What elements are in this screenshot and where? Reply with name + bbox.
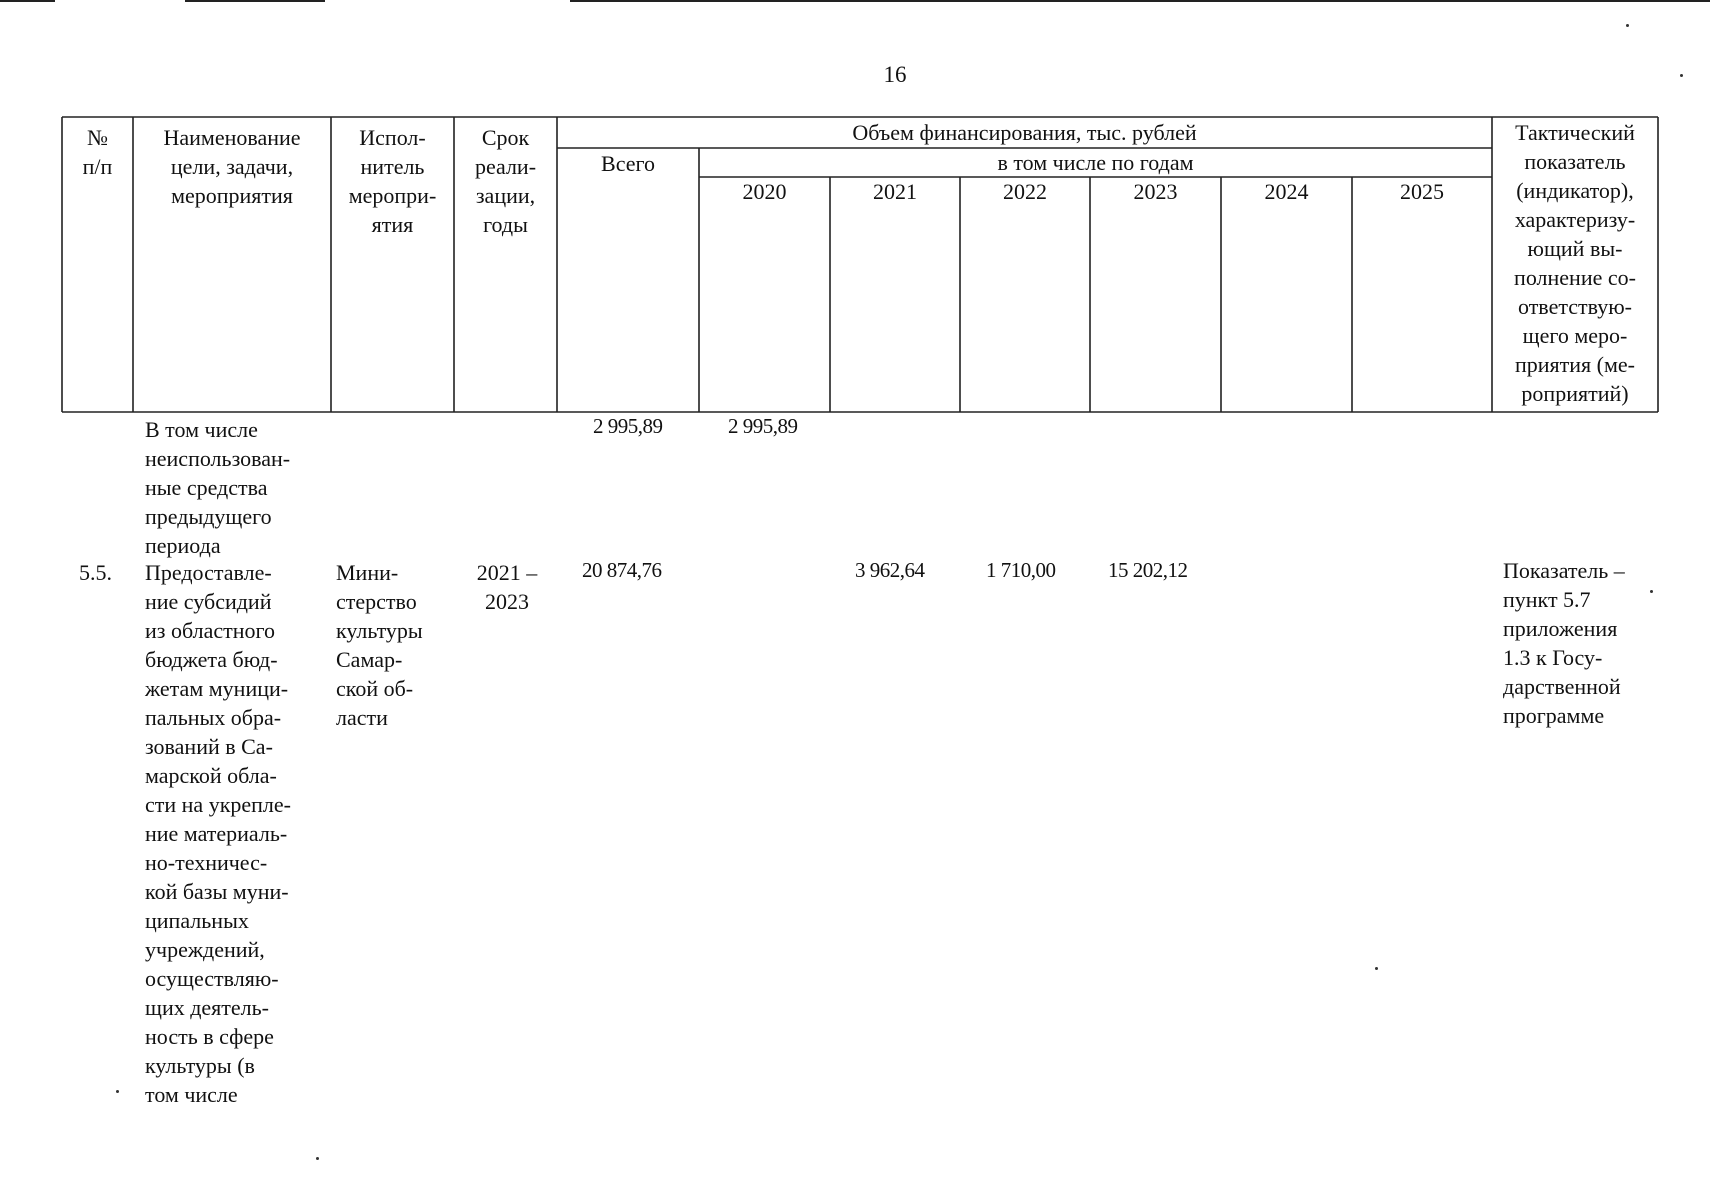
row-5-5-term: 2021 – 2023 xyxy=(476,560,538,614)
header-year-2022: 2022 xyxy=(1003,179,1047,204)
header-indicator: Тактический показатель (индикатор), характеризу- ющий вы- полнение со- ответствую- щего меро- приятия (ме- роприятий) xyxy=(1514,120,1636,406)
page-number: 16 xyxy=(883,62,907,87)
header-year-2024: 2024 xyxy=(1264,179,1309,204)
row-5-5-2022: 1 710,00 xyxy=(986,558,1056,582)
header-total: Всего xyxy=(601,151,655,176)
header-funding: Объем финансирования, тыс. рублей xyxy=(852,120,1197,145)
header-by-years: в том числе по годам xyxy=(997,150,1194,175)
row-unused-funds-2020: 2 995,89 xyxy=(728,414,798,438)
row-5-5-name: Предоставле- ние субсидий из областного бюджета бюд- жетам муници- пальных обра- зований в Са- марской обла- сти на укрепле- ние материаль- но-техничес- кой базы муни- ципальных учреждений, осуществляю- щих деятель- ность в сфере культуры (в том числе xyxy=(145,560,291,1107)
header-executor: Испол- нитель меропри- ятия xyxy=(348,125,437,237)
header-year-2023: 2023 xyxy=(1133,179,1178,204)
row-5-5-2023: 15 202,12 xyxy=(1108,558,1188,582)
row-5-5-executor: Мини- стерство культуры Самар- ской об- ласти xyxy=(336,560,423,730)
row-5-5-number: 5.5. xyxy=(79,560,112,585)
header-name: Наименование цели, задачи, мероприятия xyxy=(163,125,301,208)
row-unused-funds-total: 2 995,89 xyxy=(593,414,663,438)
header-term: Срок реали- зации, годы xyxy=(474,125,537,237)
row-5-5-2021: 3 962,64 xyxy=(855,558,925,582)
row-unused-funds-name: В том числе неиспользован- ные средства предыдущего периода xyxy=(145,417,291,558)
header-year-2021: 2021 xyxy=(873,179,917,204)
header-year-2020: 2020 xyxy=(742,179,787,204)
row-5-5-indicator: Показатель – пункт 5.7 приложения 1.3 к Госу- дарственной программе xyxy=(1503,558,1625,728)
header-number: № п/п xyxy=(82,125,113,179)
row-5-5-total: 20 874,76 xyxy=(582,558,662,582)
header-year-2025: 2025 xyxy=(1400,179,1444,204)
